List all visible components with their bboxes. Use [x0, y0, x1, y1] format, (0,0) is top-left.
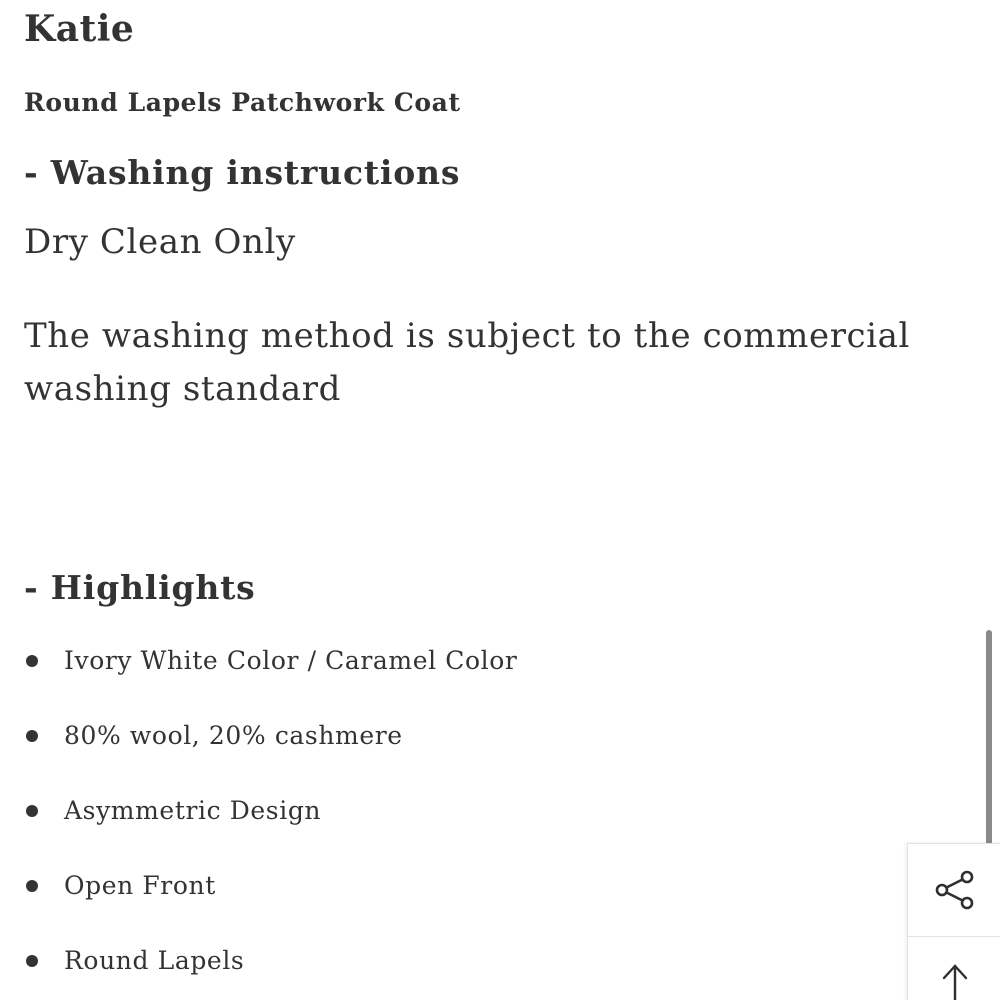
washing-note: The washing method is subject to the commercial washing standard	[24, 316, 911, 409]
bullet-icon	[26, 955, 38, 967]
product-title: Round Lapels Patchwork Coat	[24, 88, 461, 117]
list-item	[24, 940, 517, 1000]
highlights-heading: - Highlights	[24, 568, 256, 607]
list-item	[24, 715, 517, 790]
floating-action-panel	[907, 843, 1000, 1000]
brand-name: Katie	[24, 8, 135, 50]
washing-method: Dry Clean Only	[24, 222, 296, 262]
list-item	[24, 640, 517, 715]
highlight-text: Round Lapels	[64, 946, 245, 975]
back-to-top-button[interactable]	[908, 937, 1000, 1000]
share-button[interactable]	[908, 844, 1000, 937]
highlight-text: Open Front	[64, 871, 216, 900]
bullet-icon	[26, 655, 38, 667]
share-icon	[933, 868, 977, 912]
bullet-icon	[26, 805, 38, 817]
highlight-text: Ivory White Color / Caramel Color	[64, 646, 518, 675]
bullet-icon	[26, 880, 38, 892]
washing-instructions-heading: - Washing instructions	[24, 153, 461, 192]
list-item	[24, 790, 517, 865]
highlight-text: Asymmetric Design	[64, 796, 322, 825]
highlights-list	[24, 640, 517, 1000]
highlight-text: 80% wool, 20% cashmere	[64, 721, 403, 750]
bullet-icon	[26, 730, 38, 742]
list-item	[24, 865, 517, 940]
arrow-up-icon	[935, 958, 975, 1000]
